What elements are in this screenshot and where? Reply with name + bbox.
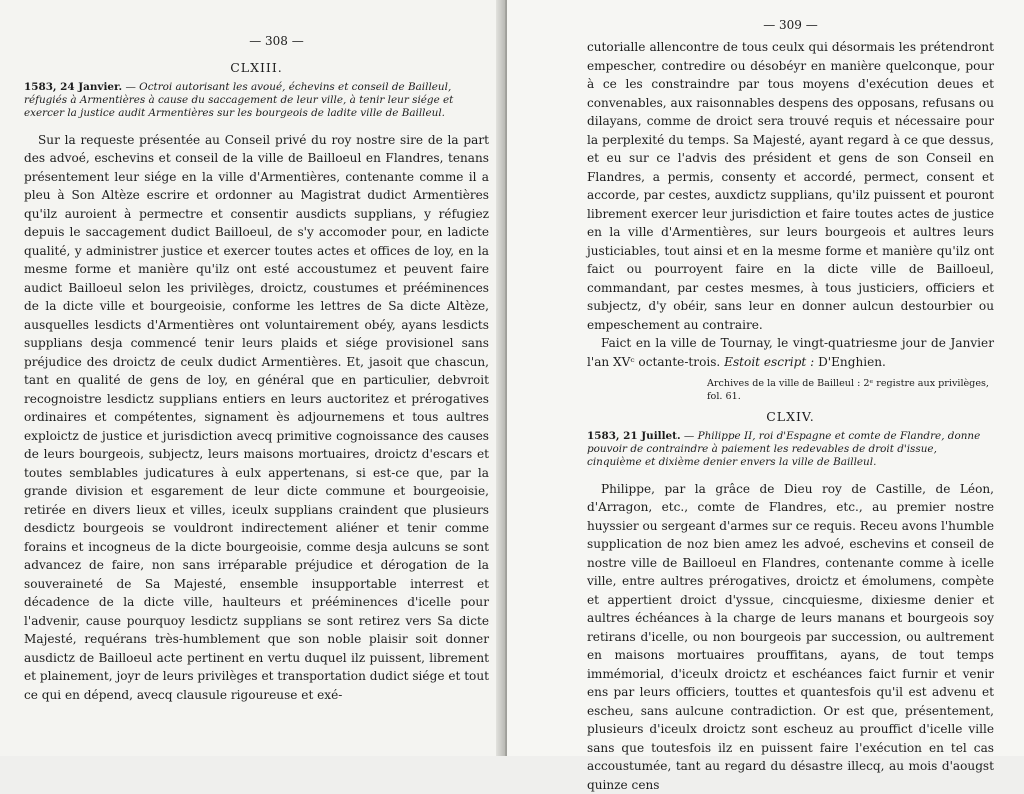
document-summary: — Octroi autorisant les avoué, échevins et conseil de Bailleul, réfugiés à Armentières à cause du saccagement de leur ville, à tenir leur siége et exercer la justice audit Armentières sur les bourgeois de ladite ville de Bailleul. [24,81,454,120]
document-number: CLXIII. [230,60,283,75]
left-page [0,0,505,756]
document-body-continuation: cutorialle allencontre de tous ceulx qui désormais les prétendront empescher, contredire ou désobéyr en manière quelconque, pour à ce les constraindre par tous moyens d'exécution deues et convenables, aux raisonnables despens des opposans, refusans ou dilayans, comme de droict sera trouvé requis et nécessaire pour la perplexité du temps. Sa Majesté, ayant regard à ce que dessus, et eu sur ce l'advis des président et gens de son Conseil en Flandres, a permis, consenty et accordé, permect, consent et accorde, par cestes, auxdictz supplians, qu'ilz puissent et pouront librement exercer leur jurisdiction et faire toutes actes de justice en la ville d'Armentières, sur leurs bourgeois et aultres leurs justiciables, tout ainsi et en la mesme forme et manière qu'ilz ont faict ou pourroyent faire en la dicte ville de Bailloeul, commandant, par cestes mesmes, à tous justiciers, officiers et subjectz, d'y obéir, sans leur en donner aulcun destourbier ou empeschement au contraire. [587,40,994,332]
document-summary: — Philippe II, roi d'Espagne et comte de Flandre, donne pouvoir de contraindre à paiement les redevables de droit d'issue, cinquième et dixième denier envers la ville de Bailleul. [587,430,981,469]
page-number: — 309 — [763,18,818,32]
document-body: Philippe, par la grâce de Dieu roy de Castille, de Léon, d'Arragon, etc., comte de Flandres, etc., au premier nostre huyssier ou sergeant d'armes sur ce requis. Receu avons l'humble supplication de noz bien amez les advoé, eschevins et conseil de nostre ville de Bailloeul en Flandres, contenante comme à icelle ville, entre aultres prérogatives, droictz et émolumens, compète et appertient droict d'yssue, cincquiesme, dixiesme denier et aultres échéances à la charge de leurs manans et bourgeois soy retirans d'icelle, ou non bourgeois par succession, ou aultrement en maisons mortuaires prouffitans, ayans, de tout temps immémorial, d'iceulx droictz et eschéances faict furnir et venir ens par leurs officiers, touttes et quantesfois qu'il est advenu et escheu, sans aulcune contradiction. Or est que, présentement, plusieurs d'iceulx droictz sont escheuz au prouffict d'icelle ville sans que toutesfois ilz en puissent faire l'exécution en tel cas accoustumée, tant au regard du désastre illecq, au mois d'aougst quinze cens [587,481,994,792]
document-heading [24,81,489,121]
signature-label: Estoit escript : [724,354,815,369]
signature-name: D'Enghien. [818,354,886,369]
document-body: Sur la requeste présentée au Conseil privé du roy nostre sire de la part des advoé, eschevins et conseil de la ville de Bailloeul en Flandres, tenans présentement leur siége en la ville d'Armentières, contenante comme il a pleu à Son Altèze escrire et ordonner au Magistrat dudict Armentières qu'ilz auroient à permectre et consentir ausdicts supplians, y réfugiez depuis le saccagement dudict Bailloeul, de s'y accomoder pour, en ladicte qualité, y administrer justice et exercer toutes actes et offices de loy, en la mesme forme et manière qu'ilz ont esté accoustumez et peuvent faire audict Bailloeul selon les privilèges, droictz, coustumes et prééminences de la dicte ville et bourgeoisie, conforme les lettres de Sa dicte Altèze, ausquelles lesdicts d'Armentières ont voluntairement obéy, ayans lesdicts supplians desja commencé tenir leurs plaids et siége provisionel sans préjudice des droictz de ceulx dudict Armentières. Et, jasoit que chascun, tant en qualité de gens de loy, en général que en particulier, debvroit recognoistre lesdictz supplians entiers en leurs auctoritez et prérogatives ordinaires et compétentes, signament ès adjournemens et tous aultres exploictz de justice et jurisdiction avecq primitive cognoissance des causes de leurs bourgeois, subjectz, leurs maisons mortuaires, droictz d'escars et toutes semblables judicatures à eulx appertenans, si est-ce que, par la grande division et esgarement de leur dicte commune et bourgeoisie, retirée en divers lieux et villes, iceulx supplians craindent que plusieurs desdictz bourgeois se vouldront indirectement aliéner et tenir comme forains et incogneus de la dicte bourgeoisie, comme desja aulcuns se sont advancez de faire, non sans irréparable préjudice et dérogation de la souveraineté de Sa Majesté, ensemble insupportable interrest et décadence de la dicte ville, haulteurs et prééminences d'icelle pour l'advenir, cause pourquoy lesdictz supplians se sont retirez vers Sa dicte Majesté, requérans très-humblement que son noble plaisir soit donner ausdictz de Bailloeul acte pertinent en vertu duquel ilz puissent, librement et plainement, joyr de leurs privilèges et transportation dudict siége et tout ce qui en dépend, avecq clausule rigoureuse et exé- [24,132,489,702]
closing-text: Faict en la ville de Tournay, le vingt-quatriesme jour de Janvier l'an XVᶜ octante-trois. [587,336,994,369]
document-heading [587,430,994,470]
page-number: — 308 — [249,34,304,48]
archive-source: Archives de la ville de Bailleul : 2ᵉ registre aux privilèges, fol. 61. [707,378,989,402]
right-page [507,0,1024,792]
document-date: 1583, 21 Juillet. [587,430,681,442]
document-closing [587,334,994,371]
document-date: 1583, 24 Janvier. [24,81,123,93]
document-number: CLXIV. [766,409,815,424]
